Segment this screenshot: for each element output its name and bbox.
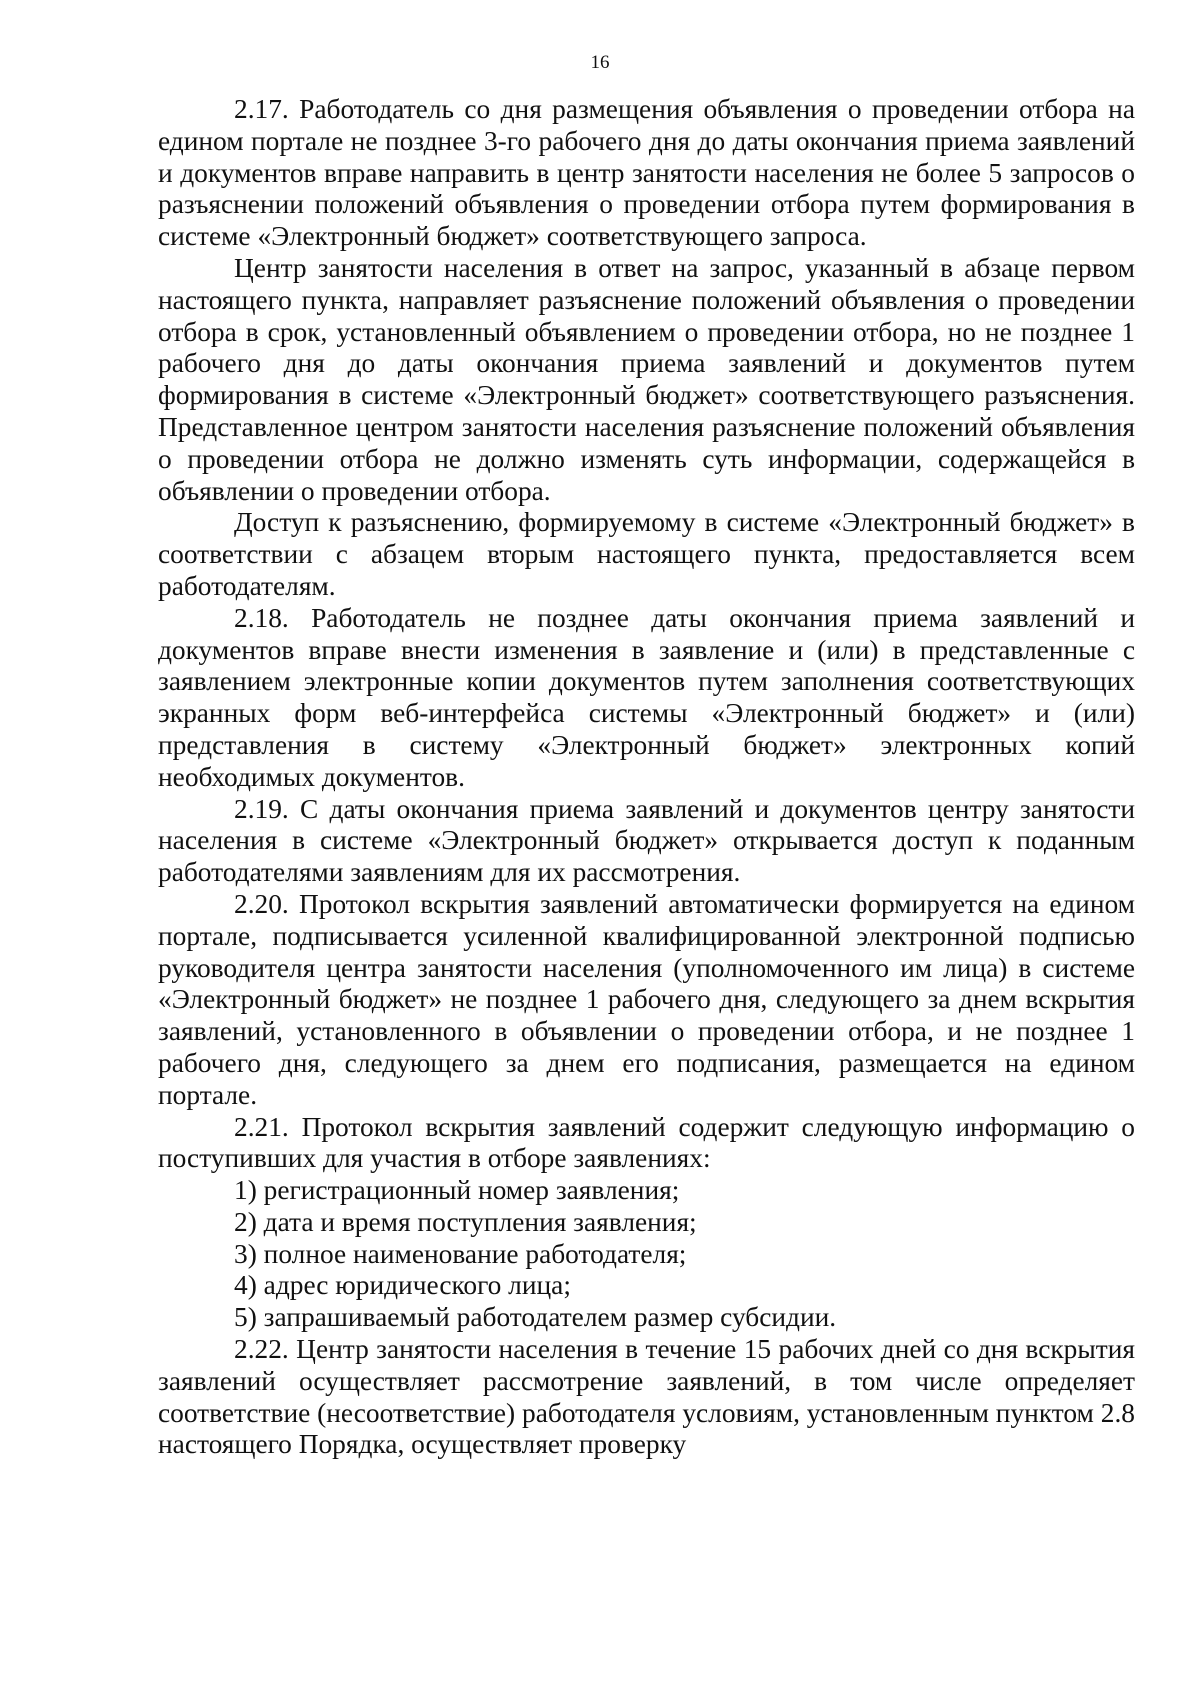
paragraph-2-20: 2.20. Протокол вскрытия заявлений автоматически формируется на едином портале, подписывается усиленной квалифицированной электронной подписью руководителя центра занятости населения (уполномоченного им лица) в системе «Электронный бюджет» не позднее 1 рабочего дня, следующего за днем вскрытия заявлений, установленного в объявлении о проведении отбора, и не позднее 1 рабочего дня, следующего за днем его подписания, размещается на едином портале. bbox=[158, 888, 1135, 1110]
list-item: 2) дата и время поступления заявления; bbox=[234, 1206, 697, 1237]
paragraph-2-18: 2.18. Работодатель не позднее даты окончания приема заявлений и документов вправе внести изменения в заявление и (или) в представленные с заявлением электронные копии документов путем заполнения соответствующих экранных форм веб-интерфейса системы «Электронный бюджет» и (или) представления в систему «Электронный бюджет» электронных копий необходимых документов. bbox=[158, 602, 1135, 792]
list-item: 4) адрес юридического лица; bbox=[234, 1270, 571, 1301]
paragraph-2-17-access: Доступ к разъяснению, формируемому в системе «Электронный бюджет» в соответствии с абзацем вторым настоящего пункта, предоставляется всем работодателям. bbox=[158, 507, 1135, 601]
paragraph-2-22: 2.22. Центр занятости населения в течение 15 рабочих дней со дня вскрытия заявлений осуществляет рассмотрение заявлений, в том числе определяет соответствие (несоответствие) работодателя условиям, установленным пунктом 2.8 настоящего Порядка, осуществляет проверку bbox=[158, 1334, 1135, 1460]
list-item: 3) полное наименование работодателя; bbox=[234, 1238, 687, 1269]
list-item: 5) запрашиваемый работодателем размер субсидии. bbox=[234, 1302, 837, 1333]
list-item: 1) регистрационный номер заявления; bbox=[234, 1175, 680, 1206]
page-number: 16 bbox=[590, 52, 610, 73]
paragraph-2-17-clarification: Центр занятости населения в ответ на запрос, указанный в абзаце первом настоящего пункта, направляет разъяснение положений объявления о проведении отбора в срок, установленный объявлением о проведении отбора, но не позднее 1 рабочего дня до даты окончания приема заявлений и документов путем формирования в системе «Электронный бюджет» соответствующего разъяснения. Представленное центром занятости населения разъяснение положений объявления о проведении отбора не должно изменять суть информации, содержащейся в объявлении о проведении отбора. bbox=[158, 252, 1135, 506]
paragraph-2-19: 2.19. С даты окончания приема заявлений и документов центру занятости населения в системе «Электронный бюджет» открывается доступ к поданным работодателями заявлениям для их рассмотрения. bbox=[158, 793, 1135, 888]
document-body bbox=[158, 94, 1135, 1461]
paragraph-2-21: 2.21. Протокол вскрытия заявлений содержит следующую информацию о поступивших для участия в отборе заявлениях: bbox=[158, 1111, 1135, 1174]
paragraph-2-17: 2.17. Работодатель со дня размещения объявления о проведении отбора на едином портале не позднее 3-го рабочего дня до даты окончания приема заявлений и документов вправе направить в центр занятости населения не более 5 запросов о разъяснении положений объявления о проведении отбора путем формирования в системе «Электронный бюджет» соответствующего запроса. bbox=[158, 94, 1135, 252]
protocol-info-list bbox=[158, 1175, 1135, 1334]
